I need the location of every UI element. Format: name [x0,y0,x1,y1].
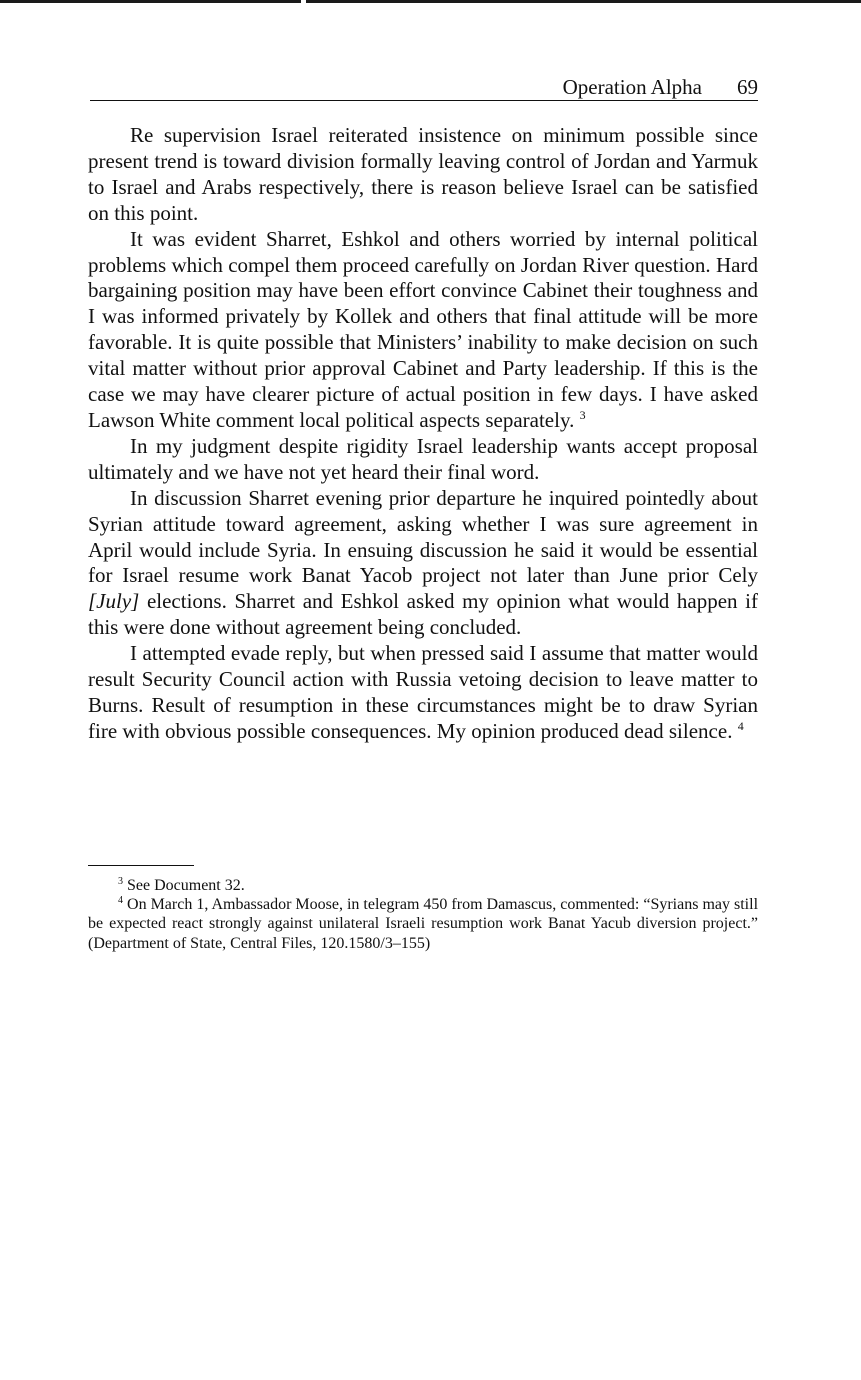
running-title: Operation Alpha [562,75,702,99]
paragraph-text: elections. Sharret and Eshkol asked my opinion what would happen if this were done without agreement being concluded. [88,589,758,640]
page-number: 69 [737,75,758,99]
paragraph-text: Re supervision Israel reiterated insistence on minimum possible since present trend is toward division formally leaving control of Jordan and Yarmuk to Israel and Arabs respectively, there is reason believe Israel can be satisfied on this point. [88,123,758,225]
scan-edge-left [0,0,301,3]
footnote-4 [88,895,758,953]
footnote-rule [88,865,194,866]
footnotes [88,876,758,953]
footnote-reference: 3 [579,407,586,422]
paragraph-text: In my judgment despite rigidity Israel leadership wants accept proposal ultimately and we have not yet heard their final word. [88,433,758,484]
scan-edge-right [306,0,861,3]
document-body [88,123,758,745]
paragraph-evade-reply [88,641,758,745]
paragraph-text: I attempted evade reply, but when pressed said I assume that matter would result Security Council action with Russia vetoing decision to leave matter to Burns. Result of resumption in these circumstances might be to draw Syrian fire with obvious possible consequences. My opinion produced dead silence. [88,641,758,743]
editorial-insertion: [July] [88,589,140,614]
paragraph-internal-politics [88,227,758,434]
paragraph-supervision [88,123,758,227]
paragraph-text: It was evident Sharret, Eshkol and others worried by internal political problems which compel them proceed carefully on Jordan River question. Hard bargaining position may have been effort convince Cabinet their toughness and I was informed privately by Kollek and others that final attitude will be more favorable. It is quite possible that Ministers’ inability to make decision on such vital matter without prior approval Cabinet and Party leadership. If this is the case we may have clearer picture of actual position in few days. I have asked Lawson White comment local political aspects separately. [88,226,758,432]
paragraph-discussion-sharret [88,486,758,641]
footnote-marker: 3 [118,876,123,887]
footnote-text: On March 1, Ambassador Moose, in telegram 450 from Damascus, commented: “Syrians may still be expected react strongly against unilateral Israeli resumption work Banat Yacub diversion project.” (Department of State, Central Files, 120.1580/3–155) [88,896,759,952]
footnote-3 [88,876,758,895]
footnote-reference: 4 [737,718,744,733]
paragraph-text: In discussion Sharret evening prior departure he inquired pointedly about Syrian attitude toward agreement, asking whether I was sure agreement in April would include Syria. In ensuing discussion he said it would be essential for Israel resume work Banat Yacob project not later than June prior Cely [88,485,758,588]
paragraph-judgment [88,434,758,486]
footnote-marker: 4 [118,895,123,907]
running-head [90,74,758,101]
footnote-text: See Document 32. [127,877,245,894]
